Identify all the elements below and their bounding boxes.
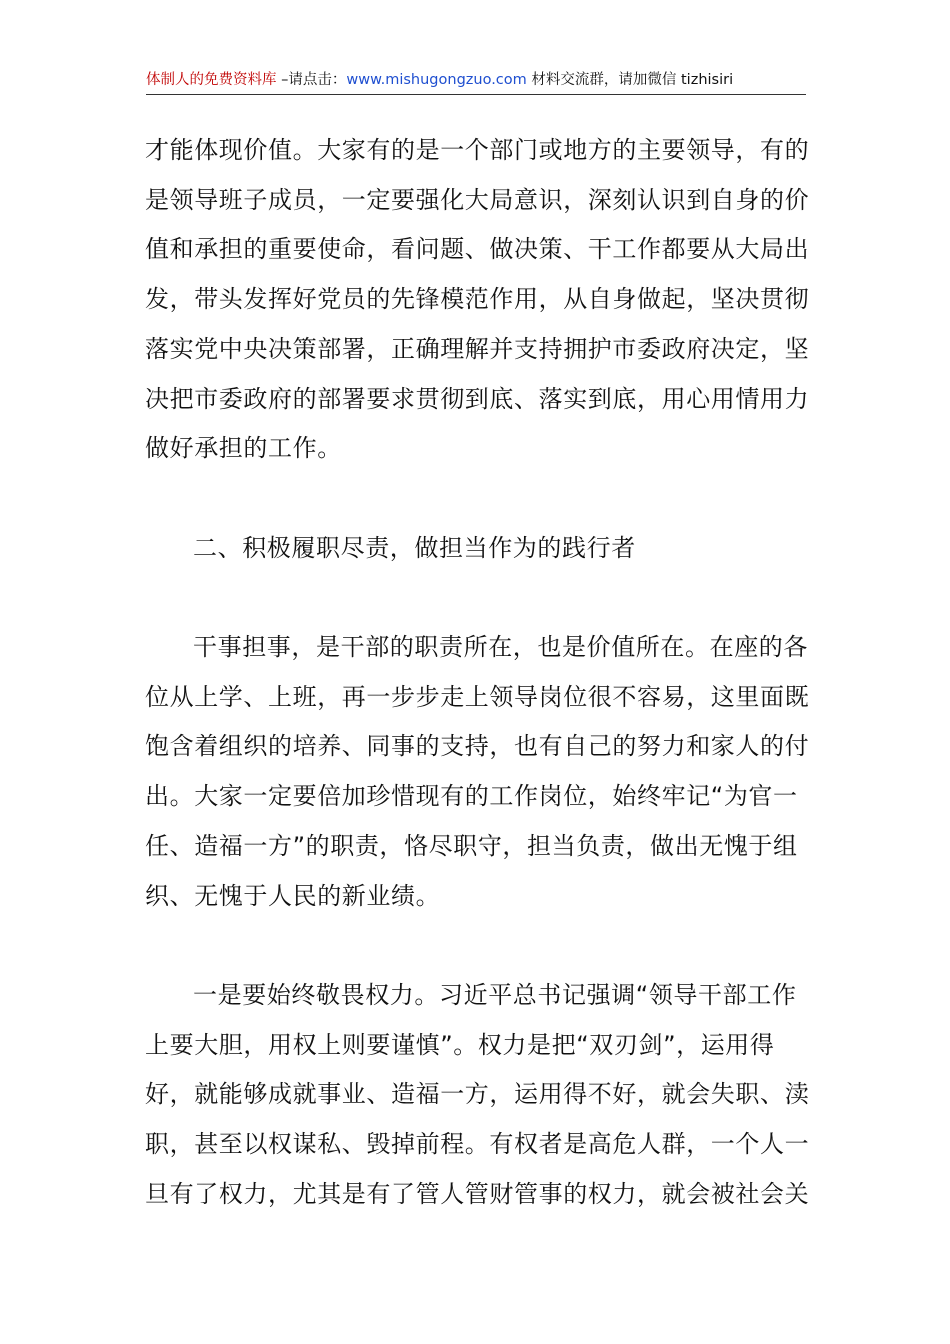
text-line: 任、造福一方”的职责，恪尽职守，担当负责，做出无愧于组 [145, 831, 798, 860]
section-heading-text: 二、积极履职尽责，做担当作为的践行者 [193, 533, 636, 562]
header-url-link[interactable]: www.mishugongzuo.com [346, 72, 527, 88]
paragraph-power [145, 971, 810, 1220]
text-line: 值和承担的重要使命，看问题、做决策、干工作都要从大局出 [145, 235, 810, 264]
text-line: 织、无愧于人民的新业绩。 [145, 881, 441, 910]
text-line: 上要大胆，用权上则要谨慎”。权力是把“双刃剑”，运用得 [145, 1030, 775, 1059]
text-line: 做好承担的工作。 [145, 434, 342, 463]
text-line: 出。大家一定要倍加珍惜现有的工作岗位，始终牢记“为官一 [145, 782, 798, 811]
paragraph-gap [145, 474, 810, 524]
text-line: 位从上学、上班，再一步步走上领导岗位很不容易，这里面既 [145, 682, 810, 711]
text-line: 是领导班子成员，一定要强化大局意识，深刻认识到自身的价 [145, 185, 810, 214]
paragraph-continuation [145, 126, 810, 474]
header-contact-text: 材料交流群，请加微信 tizhisiri [526, 72, 734, 88]
section-heading [145, 524, 810, 574]
paragraph-gap [145, 573, 810, 623]
text-line: 才能体现价值。大家有的是一个部门或地方的主要领导，有的 [145, 136, 810, 164]
text-line: 落实党中央决策部署，正确理解并支持拥护市委政府决定，坚 [145, 334, 810, 363]
text-line: 干事担事，是干部的职责所在，也是价值所在。在座的各 [193, 633, 808, 661]
paragraph-gap [145, 921, 810, 971]
header-separator: –请点击： [276, 72, 347, 88]
page-header [146, 70, 806, 95]
text-line: 发，带头发挥好党员的先锋模范作用，从自身做起，坚决贯彻 [145, 285, 810, 314]
header-brand: 体制人的免费资料库 [146, 72, 277, 88]
text-line: 一是要始终敬畏权力。习近平总书记强调“领导干部工作 [193, 980, 797, 1009]
text-line: 决把市委政府的部署要求贯彻到底、落实到底，用心用情用力 [145, 384, 810, 413]
document-body [145, 126, 810, 1219]
text-line: 好，就能够成就事业、造福一方，运用得不好，就会失职、渎 [145, 1080, 810, 1109]
text-line: 旦有了权力，尤其是有了管人管财管事的权力，就会被社会关 [145, 1179, 810, 1208]
paragraph-duty [145, 623, 810, 921]
text-line: 职，甚至以权谋私、毁掉前程。有权者是高危人群，一个人一 [145, 1130, 810, 1159]
text-line: 饱含着组织的培养、同事的支持，也有自己的努力和家人的付 [145, 732, 810, 761]
